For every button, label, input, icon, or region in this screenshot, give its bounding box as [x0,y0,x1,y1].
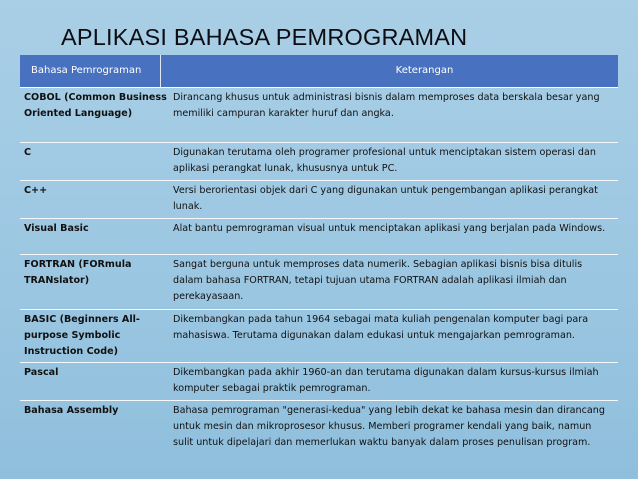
row-description: Dikembangkan pada akhir 1960-an dan terutama digunakan dalam kursus-kursus ilmiah komputer sebagai praktik pemrograman. [173,367,599,394]
header-description: Keterangan [395,65,454,76]
row-description: Digunakan terutama oleh programer profesional untuk menciptakan sistem operasi dan aplikasi perangkat lunak, khususnya untuk PC. [173,147,596,174]
slide-title: APLIKASI BAHASA PEMROGRAMAN [61,24,468,50]
row-language: C++ [24,185,48,196]
row-language: FORTRAN (FORmula TRANslator) [24,259,132,286]
row-language: COBOL (Common Business Oriented Language) [24,92,167,119]
table-row [20,310,618,363]
row-description: Versi berorientasi objek dari C yang digunakan untuk pengembangan aplikasi perangkat lunak. [173,185,598,212]
table-row [20,255,618,310]
row-description: Alat bantu pemrograman visual untuk menciptakan aplikasi yang berjalan pada Windows. [173,223,606,234]
row-description: Dirancang khusus untuk administrasi bisnis dalam memproses data berskala besar yang memiliki campuran karakter huruf dan angka. [173,92,600,119]
table-row [20,181,618,219]
languages-table [20,55,618,471]
row-language: Bahasa Assembly [24,405,119,416]
table-header [20,55,618,88]
row-language: C [24,147,32,158]
table-row [20,363,618,401]
row-description: Dikembangkan pada tahun 1964 sebagai mata kuliah pengenalan komputer bagi para mahasiswa. Terutama digunakan dalam edukasi untuk mengajarkan pemrograman. [173,314,589,341]
table-row [20,401,618,471]
table-row [20,219,618,255]
table-row [20,143,618,181]
row-language: BASIC (Beginners All-purpose Symbolic Instruction Code) [24,314,140,357]
row-description: Bahasa pemrograman "generasi-kedua" yang lebih dekat ke bahasa mesin dan dirancang untuk mesin dan mikroprosesor khusus. Memberi programer kendali yang baik, namun sulit untuk dipelajari dan memerlukan waktu banyak dalam proses penulisan program. [173,405,605,448]
row-language: Visual Basic [24,223,89,234]
header-language: Bahasa Pemrograman [31,65,142,76]
row-language: Pascal [24,367,59,378]
table-row [20,88,618,143]
row-description: Sangat berguna untuk memproses data numerik. Sebagian aplikasi bisnis bisa ditulis dalam bahasa FORTRAN, tetapi tujuan utama FORTRAN adalah aplikasi ilmiah dan perekayasaan. [173,259,583,302]
